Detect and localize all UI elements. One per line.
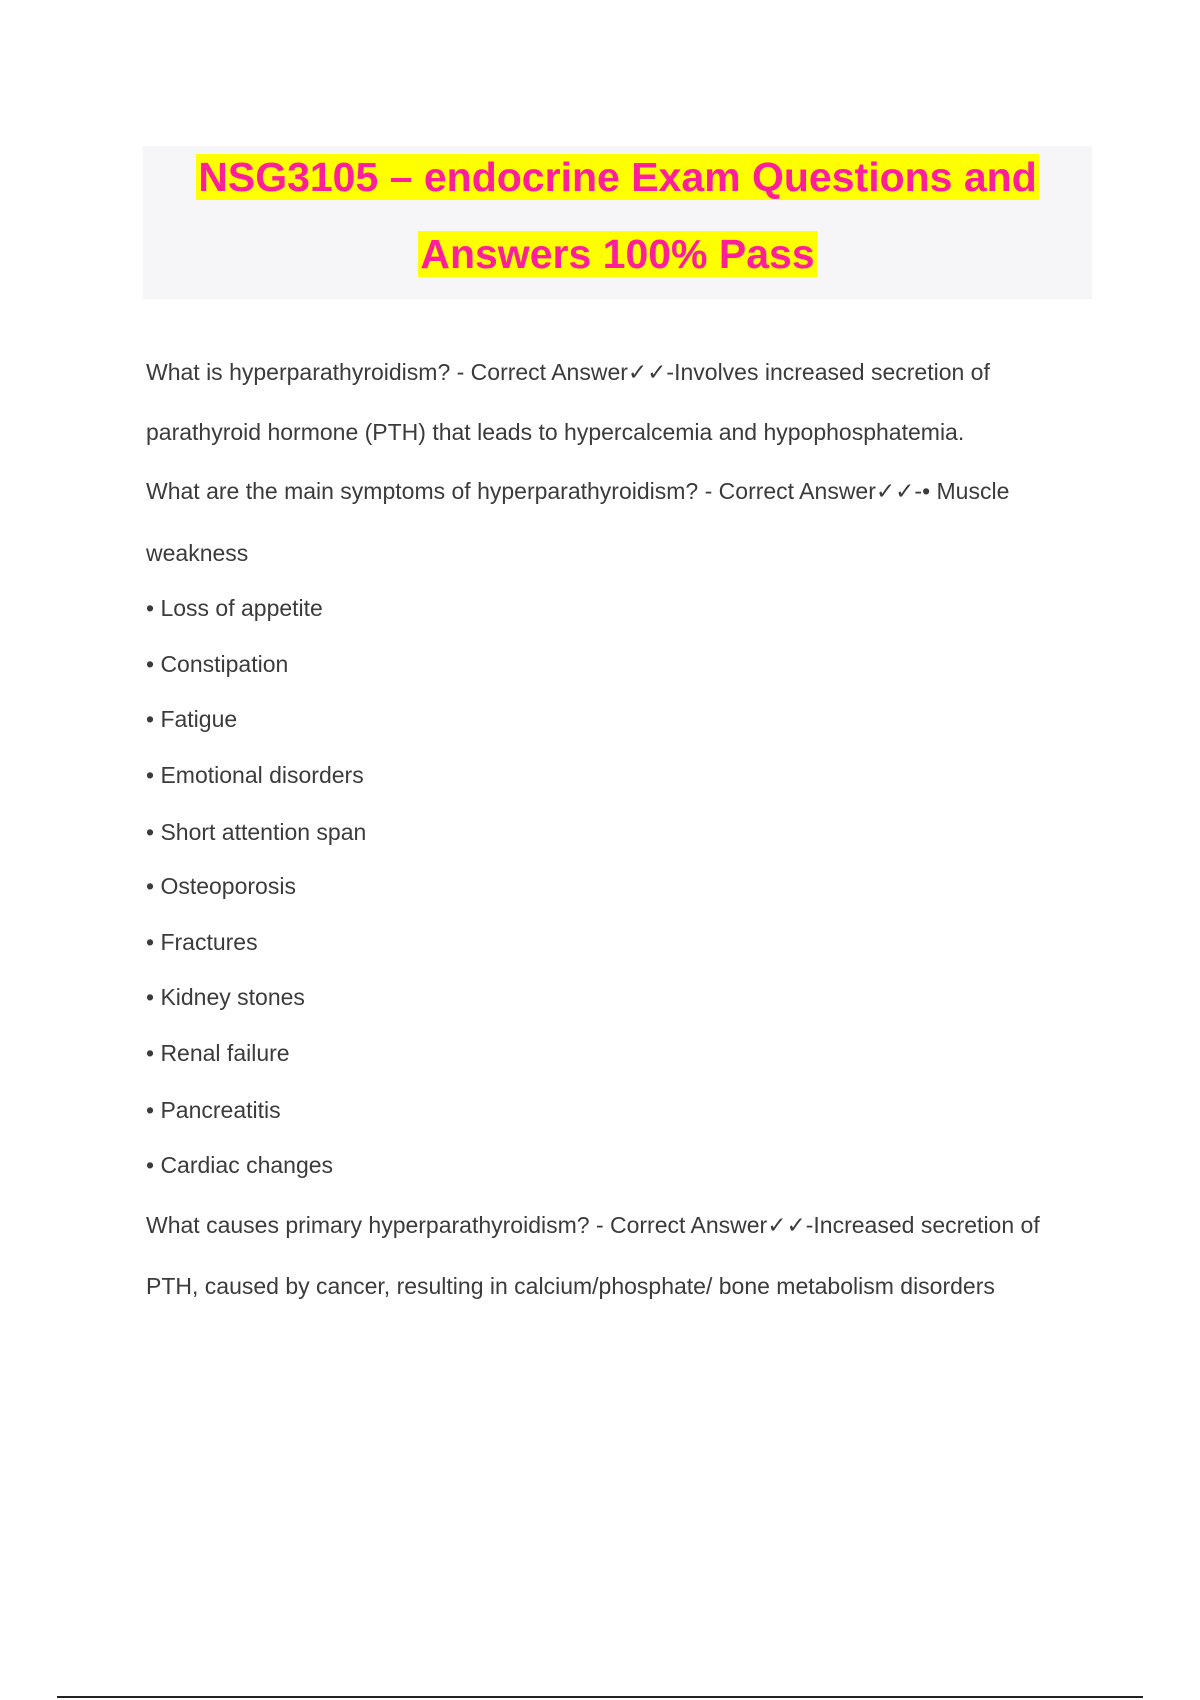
title-line-1: [143, 151, 1092, 203]
question-2-line-2: weakness: [146, 540, 249, 566]
title-text-2: Answers 100% Pass: [420, 231, 815, 277]
bullet-item: • Kidney stones: [146, 984, 305, 1010]
title-banner: [143, 146, 1092, 299]
title-text-1: NSG3105 – endocrine Exam Questions and: [198, 154, 1037, 200]
bullet-item: • Loss of appetite: [146, 595, 323, 621]
question-2-line-1: What are the main symptoms of hyperparathyroidism? - Correct Answer✓✓-• Muscle: [146, 478, 1010, 504]
bullet-item: • Renal failure: [146, 1040, 290, 1066]
bullet-item: • Short attention span: [146, 819, 367, 845]
page-bottom-rule: [57, 1696, 1143, 1698]
bullet-item: • Fatigue: [146, 706, 238, 732]
bullet-item: • Osteoporosis: [146, 873, 296, 899]
bullet-item: • Fractures: [146, 929, 258, 955]
bullet-item: • Constipation: [146, 651, 289, 677]
question-3-line-2: PTH, caused by cancer, resulting in calcium/phosphate/ bone metabolism disorders: [146, 1273, 995, 1299]
question-1-line-1: What is hyperparathyroidism? - Correct Answer✓✓-Involves increased secretion of: [146, 359, 990, 385]
bullet-item: • Pancreatitis: [146, 1097, 281, 1123]
bullet-item: • Emotional disorders: [146, 762, 364, 788]
bullet-item: • Cardiac changes: [146, 1152, 334, 1178]
title-line-2: [143, 228, 1092, 280]
question-1-line-2: parathyroid hormone (PTH) that leads to hypercalcemia and hypophosphatemia.: [146, 419, 965, 445]
question-3-line-1: What causes primary hyperparathyroidism? - Correct Answer✓✓-Increased secretion of: [146, 1212, 1040, 1238]
